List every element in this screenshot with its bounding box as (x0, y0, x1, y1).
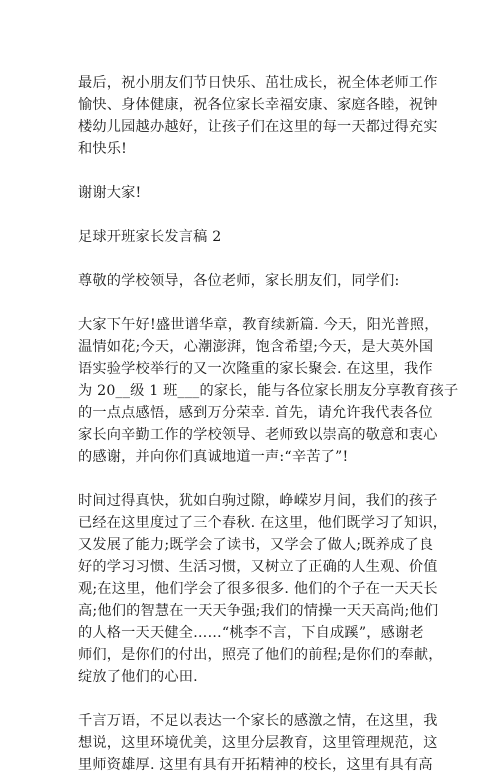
text-line: 师们，是你们的付出，照亮了他们的前程;是你们的奉献， (78, 647, 443, 663)
text-line: 楼幼儿园越办越好，让孩子们在这里的每一天都过得充实 (78, 119, 438, 135)
text-line: 想说，这里环境优美，这里分层教育，这里管理规范，这 (78, 735, 438, 751)
section-title: 足球开班家长发言稿 2 (78, 229, 222, 245)
text-line: 语实验学校举行的又一次隆重的家长聚会. 在这里，我作 (78, 361, 433, 377)
closing-paragraph (78, 72, 438, 160)
text-line: 又发展了能力;既学会了读书，又学会了做人;既养成了良 (78, 537, 434, 553)
text-line: 的一点点感悟，感到万分荣幸. 首先，请允许我代表各位 (78, 405, 433, 421)
text-line: 高;他们的智慧在一天天争强;我们的情操一天天高尚;他们 (78, 603, 439, 619)
text-line: 的感谢，并向你们真诚地道一声:“辛苦了”! (78, 449, 349, 465)
text-line: 温情如花;今天，心潮澎湃，饱含希望;今天，是大英外国 (78, 339, 434, 355)
text-line: 好的学习习惯、生活习惯，又树立了正确的人生观、价值 (78, 559, 438, 575)
text-line: 家长向辛勤工作的学校领导、老师致以崇高的敬意和衷心 (78, 427, 438, 443)
thanks-line: 谢谢大家! (78, 185, 142, 201)
text-line: 绽放了他们的心田. (78, 669, 198, 685)
text-line: 里师资雄厚. 这里有具有开拓精神的校长，这里有具有高 (78, 757, 433, 773)
text-line: 最后，祝小朋友们节日快乐、茁壮成长，祝全体老师工作 (78, 75, 438, 91)
text-line: 已经在这里度过了三个春秋. 在这里，他们既学习了知识， (78, 515, 448, 531)
text-line: 观;在这里，他们学会了很多很多. 他们的个子在一天天长 (78, 581, 438, 597)
text-line: 和快乐! (78, 141, 128, 157)
text-line: 愉快、身体健康，祝各位家长幸福安康、家庭各睦，祝钟 (78, 97, 438, 113)
greeting-line: 尊敬的学校领导，各位老师，家长朋友们，同学们: (78, 273, 400, 289)
gratitude-paragraph (78, 710, 438, 776)
text-line: 为 20__级 1 班___的家长，能与各位家长朋友分享教育孩子 (78, 383, 459, 399)
text-line: 的人格一天天健全……“桃李不言，下自成蹊”，感谢老 (78, 625, 424, 641)
document-body (78, 72, 459, 776)
time-paragraph (78, 490, 448, 688)
text-line: 大家下午好!盛世谱华章，教育续新篇. 今天，阳光普照， (78, 317, 439, 333)
text-line: 千言万语，不足以表达一个家长的感激之情，在这里，我 (78, 713, 438, 729)
text-line: 时间过得真快，犹如白驹过隙，峥嵘岁月间，我们的孩子 (78, 493, 438, 509)
opening-paragraph (78, 314, 459, 468)
